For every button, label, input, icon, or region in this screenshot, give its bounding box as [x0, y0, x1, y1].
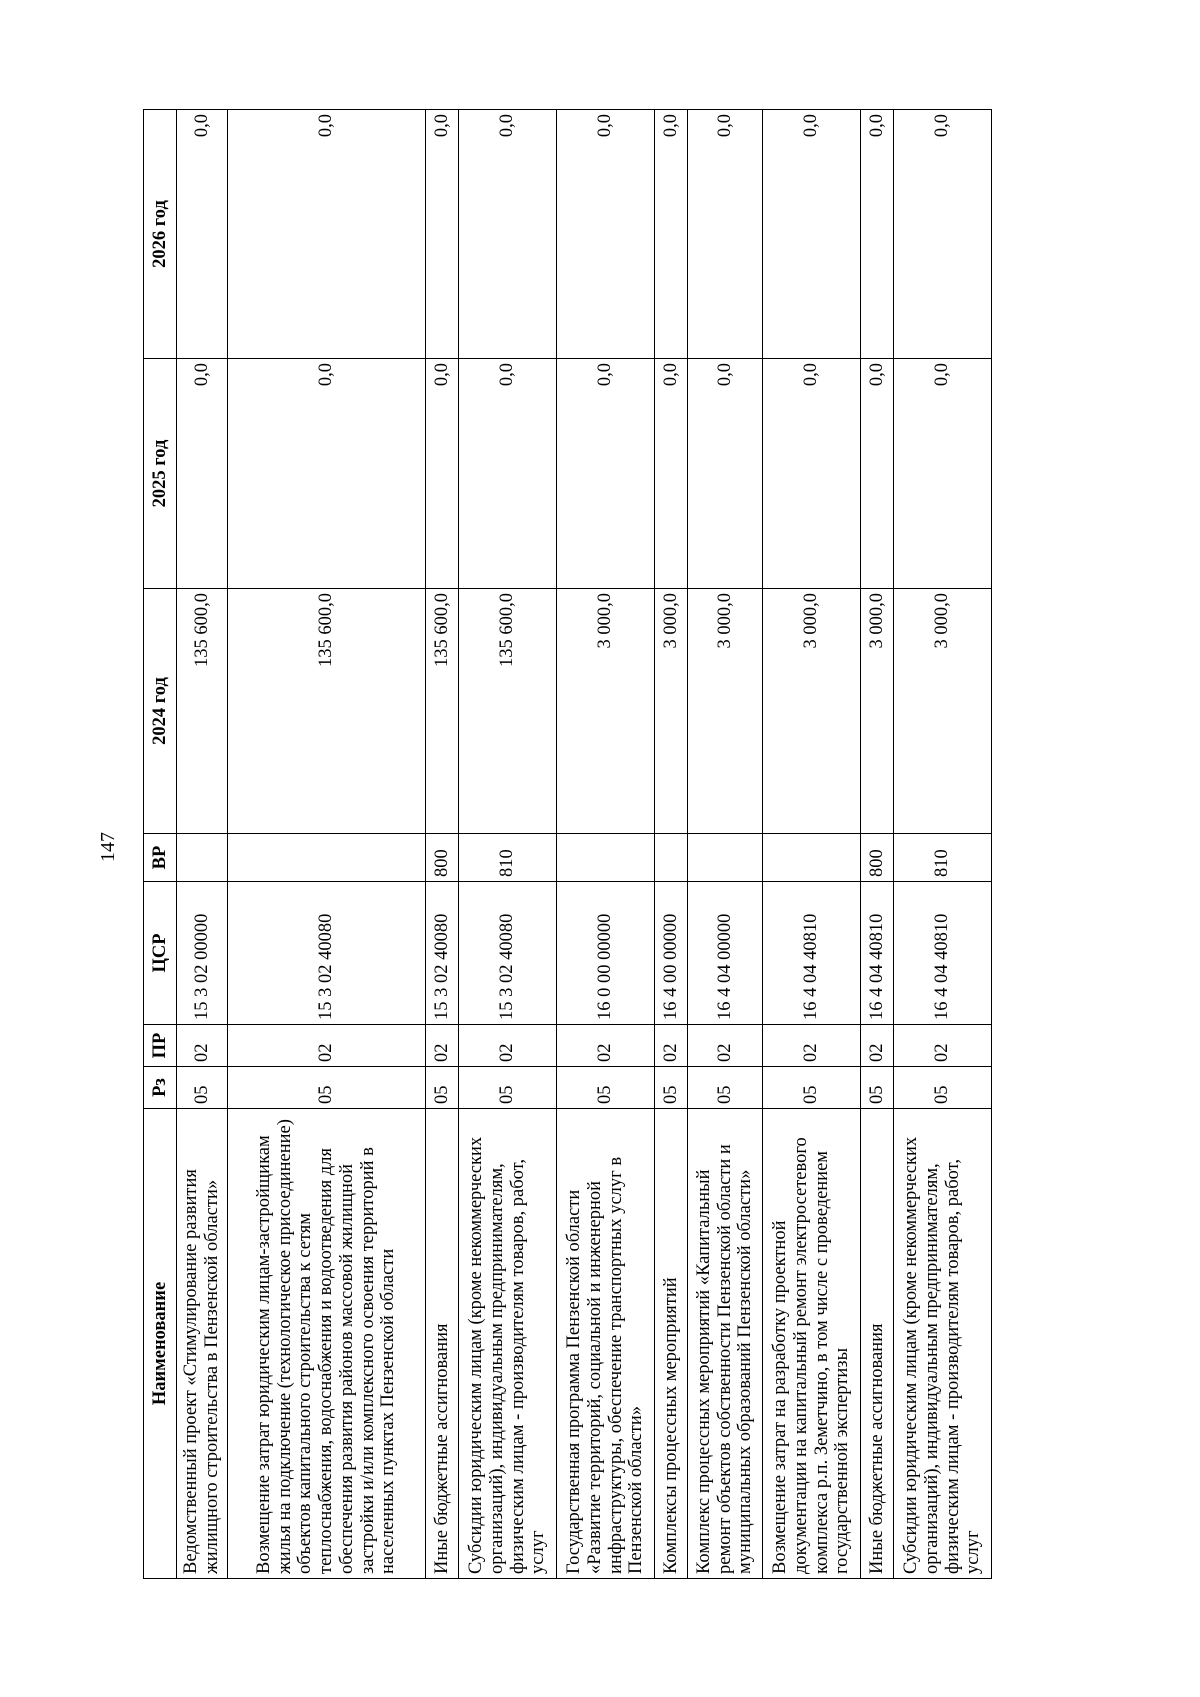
column-header-2024: 2024 год: [144, 589, 177, 834]
cell-2024: 135 600,0: [426, 589, 459, 834]
cell-vr: [688, 834, 763, 882]
cell-csr: 16 0 00 00000: [557, 882, 655, 1025]
table-row: [228, 110, 426, 1579]
cell-rz: 05: [459, 1067, 557, 1109]
cell-2025: 0,0: [894, 359, 992, 589]
cell-vr: 810: [894, 834, 992, 882]
cell-2026: 0,0: [177, 110, 228, 359]
table-row: [688, 110, 763, 1579]
cell-csr: 15 3 02 40080: [459, 882, 557, 1025]
cell-2024: 135 600,0: [459, 589, 557, 834]
cell-pr: 02: [177, 1025, 228, 1067]
cell-2024: 135 600,0: [228, 589, 426, 834]
table-row: [177, 110, 228, 1579]
column-header-vr: ВР: [144, 834, 177, 882]
cell-vr: [228, 834, 426, 882]
column-header-2026: 2026 год: [144, 110, 177, 359]
cell-pr: 02: [557, 1025, 655, 1067]
table-row: [763, 110, 861, 1579]
cell-name: Субсидии юридическим лицам (кроме некоммерческих организаций), индивидуальным предпринимателям, физическим лицам - производителям товаров, работ, услуг: [894, 1109, 992, 1579]
cell-2024: 3 000,0: [894, 589, 992, 834]
column-header-rz: Рз: [144, 1067, 177, 1109]
cell-rz: 05: [763, 1067, 861, 1109]
budget-table: [143, 109, 992, 1579]
rotated-page-content: [143, 110, 1048, 1579]
cell-csr: 15 3 02 00000: [177, 882, 228, 1025]
cell-name: Субсидии юридическим лицам (кроме некоммерческих организаций), индивидуальным предпринимателям, физическим лицам - производителям товаров, работ, услуг: [459, 1109, 557, 1579]
cell-2025: 0,0: [177, 359, 228, 589]
cell-pr: 02: [426, 1025, 459, 1067]
column-header-2025: 2025 год: [144, 359, 177, 589]
table-header-row: [144, 110, 177, 1579]
cell-vr: [763, 834, 861, 882]
cell-2026: 0,0: [459, 110, 557, 359]
column-header-pr: ПР: [144, 1025, 177, 1067]
column-header-csr: ЦСР: [144, 882, 177, 1025]
cell-rz: 05: [688, 1067, 763, 1109]
cell-rz: 05: [228, 1067, 426, 1109]
cell-name: Ведомственный проект «Стимулирование развития жилищного строительства в Пензенской области»: [177, 1109, 228, 1579]
cell-2025: 0,0: [459, 359, 557, 589]
cell-2026: 0,0: [688, 110, 763, 359]
cell-name: Возмещение затрат юридическим лицам-застройщикам жилья на подключение (технологическое присоединение) объектов капитального строительства к сетям теплоснабжения, водоснабжения и водоотведения для обеспечения развития районов массовой жилищной застройки и/или комплексного освоения территорий в населенных пунктах Пензенской области: [228, 1109, 426, 1579]
cell-2026: 0,0: [426, 110, 459, 359]
cell-csr: 16 4 04 40810: [763, 882, 861, 1025]
cell-csr: 16 4 04 40810: [861, 882, 894, 1025]
cell-2026: 0,0: [228, 110, 426, 359]
page-number: 147: [97, 832, 119, 862]
cell-2025: 0,0: [861, 359, 894, 589]
cell-pr: 02: [655, 1025, 688, 1067]
cell-rz: 05: [861, 1067, 894, 1109]
cell-2026: 0,0: [861, 110, 894, 359]
cell-vr: [655, 834, 688, 882]
cell-csr: 16 4 00 00000: [655, 882, 688, 1025]
cell-vr: 810: [459, 834, 557, 882]
cell-vr: [177, 834, 228, 882]
cell-pr: 02: [763, 1025, 861, 1067]
table-row: [459, 110, 557, 1579]
cell-2026: 0,0: [894, 110, 992, 359]
cell-name: Возмещение затрат на разработку проектной документации на капитальный ремонт электросетевого комплекса р.п. Земетчино, в том числе с проведением государственной экспертизы: [763, 1109, 861, 1579]
cell-2025: 0,0: [228, 359, 426, 589]
table-row: [557, 110, 655, 1579]
cell-vr: 800: [861, 834, 894, 882]
cell-csr: 16 4 04 40810: [894, 882, 992, 1025]
cell-vr: [557, 834, 655, 882]
cell-2024: 3 000,0: [655, 589, 688, 834]
column-header-name: Наименование: [144, 1109, 177, 1579]
cell-pr: 02: [459, 1025, 557, 1067]
cell-name: Комплексы процессных мероприятий: [655, 1109, 688, 1579]
cell-2025: 0,0: [688, 359, 763, 589]
cell-2025: 0,0: [557, 359, 655, 589]
cell-pr: 02: [861, 1025, 894, 1067]
cell-csr: 16 4 04 00000: [688, 882, 763, 1025]
cell-2025: 0,0: [426, 359, 459, 589]
cell-pr: 02: [228, 1025, 426, 1067]
table-row: [894, 110, 992, 1579]
cell-csr: 15 3 02 40080: [426, 882, 459, 1025]
cell-vr: 800: [426, 834, 459, 882]
cell-2024: 3 000,0: [688, 589, 763, 834]
table-row: [426, 110, 459, 1579]
cell-2026: 0,0: [655, 110, 688, 359]
cell-name: Комплекс процессных мероприятий «Капитальный ремонт объектов собственности Пензенской области и муниципальных образований Пензенской области»: [688, 1109, 763, 1579]
cell-2026: 0,0: [557, 110, 655, 359]
cell-2024: 3 000,0: [557, 589, 655, 834]
cell-name: Государственная программа Пензенской области «Развитие территорий, социальной и инженерной инфраструктуры, обеспечение транспортных услуг в Пензенской области»: [557, 1109, 655, 1579]
cell-pr: 02: [688, 1025, 763, 1067]
cell-rz: 05: [177, 1067, 228, 1109]
cell-2025: 0,0: [763, 359, 861, 589]
table-row: [861, 110, 894, 1579]
cell-rz: 05: [426, 1067, 459, 1109]
cell-2025: 0,0: [655, 359, 688, 589]
cell-csr: 15 3 02 40080: [228, 882, 426, 1025]
cell-pr: 02: [894, 1025, 992, 1067]
cell-rz: 05: [894, 1067, 992, 1109]
cell-name: Иные бюджетные ассигнования: [426, 1109, 459, 1579]
cell-rz: 05: [655, 1067, 688, 1109]
cell-2026: 0,0: [763, 110, 861, 359]
cell-2024: 3 000,0: [763, 589, 861, 834]
cell-2024: 3 000,0: [861, 589, 894, 834]
cell-name: Иные бюджетные ассигнования: [861, 1109, 894, 1579]
table-row: [655, 110, 688, 1579]
cell-rz: 05: [557, 1067, 655, 1109]
cell-2024: 135 600,0: [177, 589, 228, 834]
